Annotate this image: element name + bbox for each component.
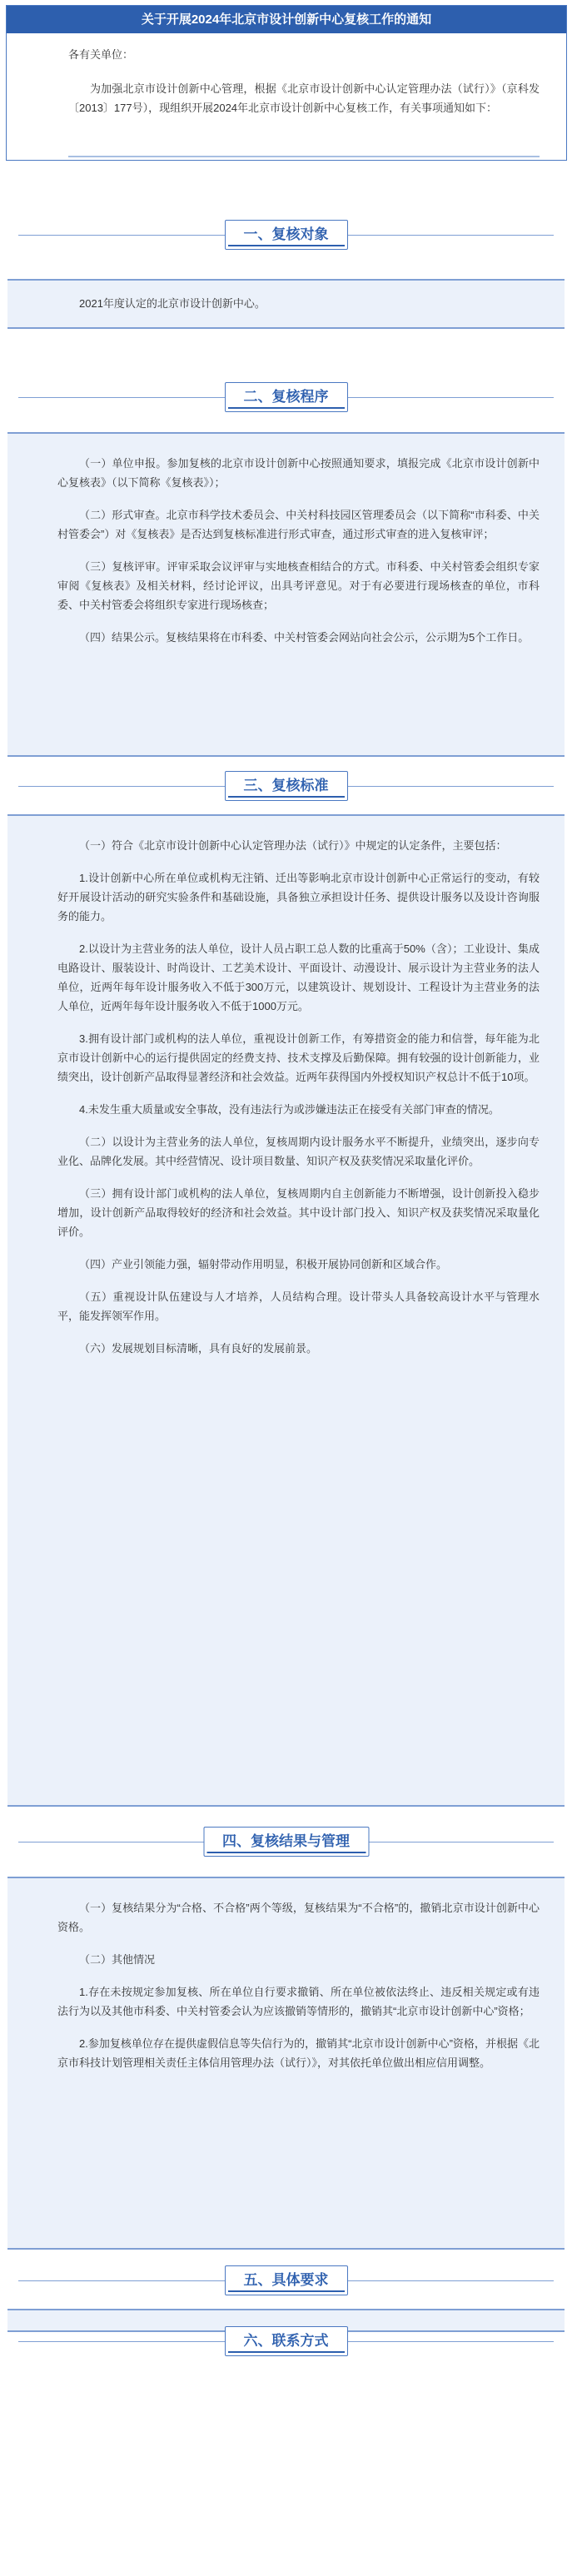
section-title: 五、具体要求 <box>225 2265 348 2295</box>
section-title: 六、联系方式 <box>225 2326 348 2356</box>
section-header-2 <box>0 370 572 424</box>
section-body-4 <box>7 1877 565 2250</box>
section-paragraph: （一）单位申报。参加复核的北京市设计创新中心按照通知要求，填报完成《北京市设计创新中心复核表》（以下简称《复核表》）； <box>57 457 540 489</box>
section-paragraph: （一）复核结果分为“合格、不合格”两个等级，复核结果为“不合格”的，撤销北京市设计创新中心资格。 <box>57 1902 540 1933</box>
section-title: 三、复核标准 <box>225 771 348 801</box>
intro-divider <box>68 156 540 157</box>
notice-salutation: 各有关单位： <box>68 48 134 61</box>
section-title: 一、复核对象 <box>225 220 348 250</box>
section-paragraph: （六）发展规划目标清晰，具有良好的发展前景。 <box>79 1342 318 1355</box>
section-paragraph: （二）形式审查。北京市科学技术委员会、中关村科技园区管理委员会（以下简称“市科委、中关村管委会”）对《复核表》是否达到复核标准进行形式审查，通过形式审查的进入复核审评； <box>57 509 540 540</box>
section-paragraph: 2.以设计为主营业务的法人单位，设计人员占职工总人数的比重高于50%（含）；工业设计、集成电路设计、服装设计、时尚设计、工艺美术设计、平面设计、动漫设计、展示设计为主营业务的法人单位，近两年每年设计服务收入不低于300万元，以建筑设计、规划设计、工程设计为主营业务的法人单位，近两年每年设计服务收入不低于1000万元。 <box>57 942 540 1012</box>
section-paragraph: 1.存在未按规定参加复核、所在单位自行要求撤销、所在单位被依法终止、违反相关规定或有违法行为以及其他市科委、中关村管委会认为应该撤销等情形的，撤销其“北京市设计创新中心”资格； <box>57 1986 540 2017</box>
section-paragraph: 2021年度认定的北京市设计创新中心。 <box>79 297 266 310</box>
section-header-1 <box>0 208 572 261</box>
section-paragraph: （二）其他情况 <box>79 1953 156 1966</box>
section-paragraph: （四）产业引领能力强，辐射带动作用明显，积极开展协同创新和区域合作。 <box>79 1258 448 1271</box>
section-paragraph: （五）重视设计队伍建设与人才培养，人员结构合理。设计带头人具备较高设计水平与管理水平，能发挥领军作用。 <box>57 1290 540 1322</box>
section-header-5 <box>0 2254 572 2307</box>
section-body-1 <box>7 279 565 329</box>
section-paragraph: （一）符合《北京市设计创新中心认定管理办法（试行）》中规定的认定条件，主要包括： <box>79 839 507 852</box>
section-paragraph: （三）拥有设计部门或机构的法人单位，复核周期内自主创新能力不断增强，设计创新投入稳步增加，设计创新产品取得较好的经济和社会效益。其中设计部门投入、知识产权及获奖情况采取量化评价。 <box>57 1187 540 1238</box>
section-paragraph: （四）结果公示。复核结果将在市科委、中关村管委会网站向社会公示，公示期为5个工作日。 <box>79 631 530 644</box>
section-paragraph: 2.参加复核单位存在提供虚假信息等失信行为的，撤销其“北京市设计创新中心”资格，并根据《北京市科技计划管理相关责任主体信用管理办法（试行）》，对其依托单位做出相应信用调整。 <box>57 2037 540 2069</box>
section-paragraph: （二）以设计为主营业务的法人单位，复核周期内设计服务水平不断提升，业绩突出，逐步向专业化、品牌化发展。其中经营情况、设计项目数量、知识产权及获奖情况采取量化评价。 <box>57 1136 540 1167</box>
notice-intro-panel <box>6 5 567 161</box>
section-header-6 <box>0 2315 572 2368</box>
notice-title: 关于开展2024年北京市设计创新中心复核工作的通知 <box>7 6 566 33</box>
section-title: 二、复核程序 <box>225 382 348 412</box>
section-header-4 <box>0 1815 572 1868</box>
notice-intro-text: 为加强北京市设计创新中心管理，根据《北京市设计创新中心认定管理办法（试行）》（京科发〔2013〕177号），现组织开展2024年北京市设计创新中心复核工作，有关事项通知如下： <box>68 82 540 114</box>
section-paragraph: 3.拥有设计部门或机构的法人单位，重视设计创新工作，有筹措资金的能力和信誉，每年能为北京市设计创新中心的运行提供固定的经费支持、技术支撑及后勤保障。拥有较强的设计创新能力，业绩突出，设计创新产品取得显著经济和社会效益。近两年获得国内外授权知识产权总计不低于10项。 <box>57 1032 540 1083</box>
section-paragraph: 4.未发生重大质量或安全事故，没有违法行为或涉嫌违法正在接受有关部门审查的情况。 <box>79 1103 500 1116</box>
section-paragraph: （三）复核评审。评审采取会议评审与实地核查相结合的方式。市科委、中关村管委会组织专家审阅《复核表》及相关材料，经讨论评议，出具考评意见。对于有必要进行现场核查的单位，市科委、中关村管委会将组织专家进行现场核查； <box>57 560 540 611</box>
section-paragraph: 1.设计创新中心所在单位或机构无注销、迁出等影响北京市设计创新中心正常运行的变动，有较好开展设计活动的研究实验条件和基础设施，具备独立承担设计任务、提供设计服务以及设计咨询服务的能力。 <box>57 872 540 922</box>
section-header-3 <box>0 759 572 813</box>
section-body-2 <box>7 432 565 757</box>
section-title: 四、复核结果与管理 <box>203 1827 369 1857</box>
section-body-3 <box>7 814 565 1807</box>
